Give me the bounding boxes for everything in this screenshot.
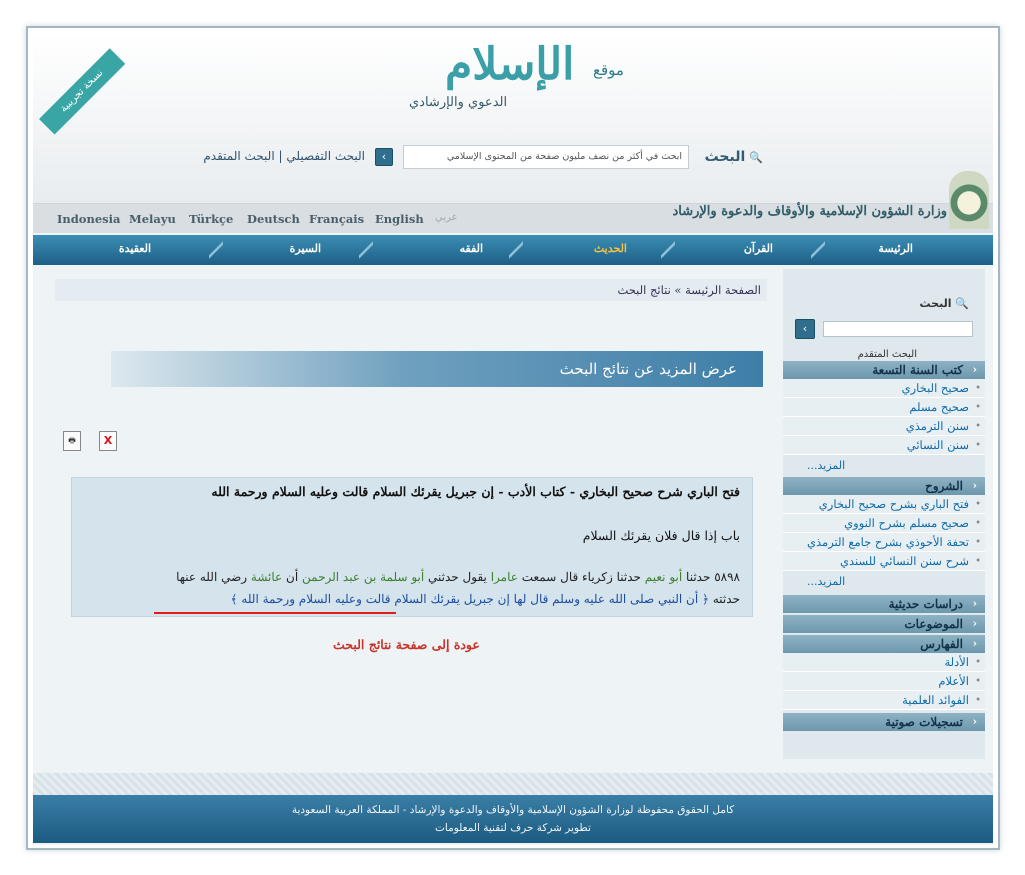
main-nav (33, 235, 993, 265)
sidebar-search-go-button[interactable]: › (795, 319, 815, 339)
search-label (705, 149, 763, 165)
advanced-search-link[interactable]: البحث المتقدم (203, 149, 275, 163)
lang-english[interactable]: English (375, 212, 424, 226)
sidebar-section-nine-books[interactable]: ‹ كتب السنة التسعة (783, 361, 985, 379)
isnad-text: أن (286, 570, 299, 584)
sidebar-item-fath-al-bari[interactable]: • فتح الباري بشرح صحيح البخاري (783, 495, 985, 514)
header-search (183, 145, 763, 173)
sidebar-item-benefits[interactable]: • الفوائد العلمية (783, 691, 985, 710)
hadith-number: ٥٨٩٨ (714, 570, 740, 584)
narrator-link[interactable]: أبو سلمة بن عبد الرحمن (302, 570, 425, 584)
nav-quran[interactable]: القرآن (743, 242, 773, 255)
nav-aqeedah[interactable]: العقيدة (118, 242, 151, 255)
site-logo[interactable]: الإسلام (445, 39, 575, 90)
search-icon: 🔍 (951, 297, 969, 310)
sidebar-item-muslim[interactable]: • صحيح مسلم (783, 398, 985, 417)
language-bar (33, 203, 993, 233)
logo-prefix: موقع (593, 61, 624, 79)
back-to-results-link[interactable]: عودة إلى صفحة نتائج البحث (333, 637, 480, 652)
sidebar-search-heading (920, 297, 970, 310)
mosque-emblem-icon (949, 171, 989, 229)
results-title-banner: عرض المزيد عن نتائج البحث (111, 351, 763, 387)
lang-turkish[interactable]: Türkçe (189, 212, 234, 226)
nav-separator (359, 235, 373, 265)
search-result (71, 477, 753, 617)
detailed-search-link[interactable]: البحث التفصيلي (286, 149, 365, 163)
lang-german[interactable]: Deutsch (247, 212, 300, 226)
site-header (33, 33, 993, 233)
isnad-text: حدثنا زكرياء قال سمعت (521, 570, 641, 584)
sidebar-more-link[interactable]: المزيد... (807, 575, 846, 588)
search-links (203, 149, 365, 163)
nav-separator (811, 235, 825, 265)
nav-separator (209, 235, 223, 265)
beta-ribbon: نسخة تجريبية (39, 48, 125, 134)
result-title[interactable]: فتح الباري شرح صحيح البخاري - كتاب الأدب - إن جبريل يقرئك السلام قالت وعليه السلام ورحمة الله (211, 484, 740, 499)
sidebar-section-audio[interactable]: ‹ تسجيلات صوتية (783, 713, 985, 731)
isnad-text: يقول حدثني (428, 570, 487, 584)
isnad-text: حدثنا (686, 570, 711, 584)
word-doc-icon[interactable]: X (99, 431, 117, 451)
result-matn (231, 592, 740, 606)
sidebar-item-evidence[interactable]: • الأدلة (783, 653, 985, 672)
print-icon[interactable]: 🖶 (63, 431, 81, 451)
footer-separator (33, 773, 993, 795)
lang-arabic[interactable]: عربي (435, 212, 458, 223)
tool-icons (63, 431, 123, 453)
sidebar-item-bukhari[interactable]: • صحيح البخاري (783, 379, 985, 398)
logo-subtitle: الدعوي والإرشادي (409, 95, 508, 110)
nav-seerah[interactable]: السيرة (289, 242, 321, 255)
search-links-divider: | (278, 149, 283, 163)
search-icon: 🔍 (749, 151, 763, 164)
search-input[interactable]: ابحث في أكثر من نصف مليون صفحة من المحتوى الإسلامي (403, 145, 689, 169)
sidebar-search-input[interactable] (823, 321, 973, 337)
sidebar-item-sharh-muslim[interactable]: • صحيح مسلم بشرح النووي (783, 514, 985, 533)
sidebar-search-heading-text: البحث (919, 297, 952, 310)
nav-fiqh[interactable]: الفقه (459, 242, 483, 255)
sidebar-more-link[interactable]: المزيد... (807, 459, 846, 472)
narrator-link[interactable]: عائشة (250, 570, 283, 584)
matn-highlight-underline (154, 612, 396, 614)
narrator-link[interactable]: عامرا (490, 570, 518, 584)
sidebar-section-hadith-studies[interactable]: ‹ دراسات حديثية (783, 595, 985, 613)
nav-separator (661, 235, 675, 265)
ministry-name: وزارة الشؤون الإسلامية والأوقاف والدعوة والإرشاد (672, 204, 947, 219)
footer-developer: تطوير شركة حرف لتقنية المعلومات (435, 822, 591, 834)
sidebar-item-sharh-nasai[interactable]: • شرح سنن النسائي للسندي (783, 552, 985, 571)
sidebar-section-shuruh[interactable]: ‹ الشروح (783, 477, 985, 495)
sidebar-section-topics[interactable]: ‹ الموضوعات (783, 615, 985, 633)
sidebar-section-indexes[interactable]: ‹ الفهارس (783, 635, 985, 653)
sidebar-item-tuhfat[interactable]: • تحفة الأحوذي بشرح جامع الترمذي (783, 533, 985, 552)
sidebar-item-tirmidhi[interactable]: • سنن الترمذي (783, 417, 985, 436)
lang-indonesian[interactable]: Indonesia (57, 212, 121, 226)
narrator-link[interactable]: أبو نعيم (644, 570, 683, 584)
sidebar-item-notables[interactable]: • الأعلام (783, 672, 985, 691)
isnad-text: رضي الله عنها (176, 570, 248, 584)
breadcrumb[interactable]: الصفحة الرئيسة » نتائج البحث (55, 279, 767, 301)
sidebar-advanced-search-link[interactable]: البحث المتقدم (857, 349, 917, 360)
matn-text: ﴿ أن النبي صلى الله عليه وسلم قال لها إن جبريل يقرئك السلام قالت وعليه السلام ورحمة الله ﴾ (230, 592, 710, 606)
isnad-text: حدثته (712, 592, 740, 606)
nav-separator (509, 235, 523, 265)
result-isnad (176, 570, 740, 584)
nav-home[interactable]: الرئيسة (878, 242, 913, 255)
search-go-button[interactable]: › (375, 148, 393, 166)
result-chapter: باب إذا قال فلان يقرئك السلام (582, 528, 740, 543)
lang-malay[interactable]: Melayu (129, 212, 176, 226)
sidebar-item-nasai[interactable]: • سنن النسائي (783, 436, 985, 455)
lang-french[interactable]: Français (309, 212, 365, 226)
sidebar (783, 269, 985, 759)
search-label-text: البحث (704, 149, 746, 165)
site-footer (33, 795, 993, 843)
page-inner (33, 33, 993, 845)
page-frame (26, 26, 1000, 850)
nav-hadith[interactable]: الحديث (593, 242, 627, 255)
footer-copyright: كامل الحقوق محفوظة لوزارة الشؤون الإسلامية والأوقاف والدعوة والإرشاد - المملكة العربية السعودية (291, 804, 735, 816)
